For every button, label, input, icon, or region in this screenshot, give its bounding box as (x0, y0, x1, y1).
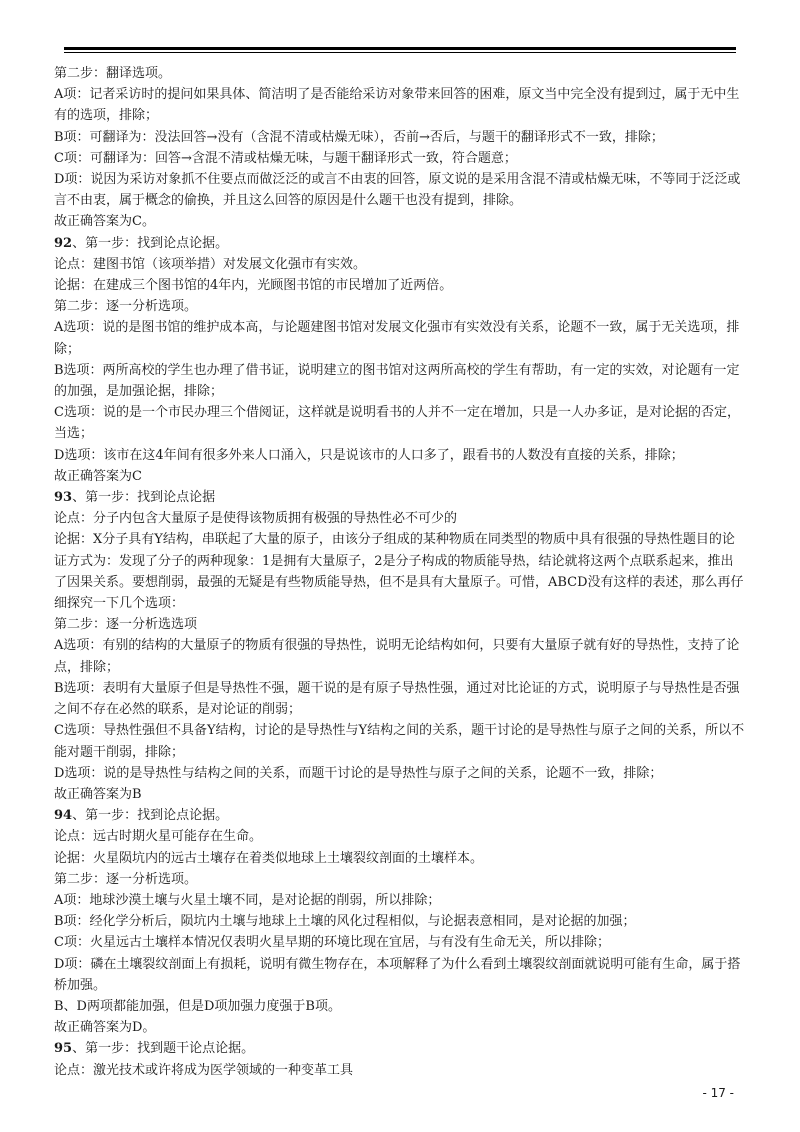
paragraph: A项：记者采访时的提问如果具体、简洁明了是否能给采访对象带来回答的困难，原文当中完全没有提到过，属于无中生有的选项，排除； (54, 87, 740, 124)
paragraph: B选项：两所高校的学生也办理了借书证，说明建立的图书馆对这两所高校的学生有帮助，有一定的实效，对论题有一定的加强，是加强论据，排除； (54, 362, 740, 400)
paragraph: 论据：火星陨坑内的远古土壤存在着类似地球上土壤裂纹剖面的土壤样本。 (54, 850, 484, 866)
paragraph: C选项：说的是一个市民办理三个借阅证，这样就是说明看书的人并不一定在增加，只是一人办多证，是对论据的否定，当选； (54, 405, 740, 442)
question-heading (54, 487, 746, 508)
paragraph: 论点：远古时期火星可能存在生命。 (54, 829, 263, 845)
paragraph: C选项：导热性强但不具备Y结构，讨论的是导热性与Y结构之间的关系，题干讨论的是导热性与原子之间的关系，所以不能对题干削弱，排除； (54, 723, 745, 760)
paragraph: 第二步：逐一分析选项。 (54, 299, 198, 315)
paragraph: C项：可翻译为：回答→含混不清或枯燥无味，与题干翻译形式一致，符合题意； (54, 150, 517, 166)
paragraph: D选项：该市在这4年间有很多外来人口涌入，只是说该市的人口多了，跟看书的人数没有直接的关系，排除； (54, 447, 684, 463)
paragraph: 第二步：翻译选项。 (54, 66, 172, 81)
paragraph: A选项：说的是图书馆的维护成本高，与论题建图书馆对发展文化强市有实效没有关系，论题不一致，属于无关选项，排除； (54, 320, 740, 357)
page-number: - 17 - (702, 1086, 734, 1100)
paragraph: 论据：X分子具有Y结构，串联起了大量的原子，由该分子组成的某种物质在同类型的物质中具有很强的导热性题目的论证方式为：发现了分子的两种现象：1是拥有大量原子，2是分子构成的物质能导热，结论就将这两个点联系起来，推出了因果关系。要想削弱，最强的无疑是有些物质能导热，但不是具有大量原子。可惜，ABCD没有这样的表述，那么再仔细探究一下几个选项： (54, 532, 744, 612)
paragraph: A选项：有别的结构的大量原子的物质有很强的导热性，说明无论结构如何，只要有大量原子就有好的导热性，支持了论点，排除； (54, 638, 740, 675)
question-heading (54, 1038, 746, 1059)
paragraph: 论点：建图书馆（该项举措）对发展文化强市有实效。 (54, 256, 367, 272)
question-step: 、第一步：找到论点论据。 (72, 808, 229, 824)
paragraph: 论点：激光技术或许将成为医学领域的一种变革工具 (54, 1062, 354, 1078)
paragraph: B、D两项都能加强，但是D项加强力度强于B项。 (54, 998, 341, 1014)
header-rule-thin (64, 52, 736, 53)
question-number: 93 (54, 490, 73, 506)
paragraph: 第二步：逐一分析选选项 (54, 617, 198, 633)
question-step: 、第一步：找到论点论据。 (72, 235, 229, 251)
paragraph: D项：磷在土壤裂纹剖面上有损耗，说明有微生物存在，本项解释了为什么看到土壤裂纹剖面就说明可能有生命，属于搭桥加强。 (54, 956, 741, 993)
header-rule (64, 47, 736, 50)
paragraph: B项：可翻译为：没法回答→没有（含混不清或枯燥无味），否前→否后，与题干的翻译形式不一致，排除； (54, 129, 664, 145)
paragraph: C项：火星远古土壤样本情况仅表明火星早期的环境比现在宜居，与有没有生命无关，所以排除； (54, 935, 610, 951)
paragraph: D选项：说的是导热性与结构之间的关系，而题干讨论的是导热性与原子之间的关系，论题不一致，排除； (54, 765, 663, 781)
question-heading (54, 233, 746, 254)
paragraph: A项：地球沙漠土壤与火星土壤不同，是对论据的削弱，所以排除； (54, 892, 441, 908)
question-step: 、第一步：找到论点论据 (72, 490, 216, 506)
paragraph: 论据：在建成三个图书馆的4年内，光顾图书馆的市民增加了近两倍。 (54, 278, 453, 294)
answer-line: 故正确答案为C (54, 468, 142, 484)
paragraph: 论点：分子内包含大量原子是使得该物质拥有极强的导热性必不可少的 (54, 511, 458, 527)
answer-line: 故正确答案为B (54, 786, 142, 802)
question-number: 92 (54, 235, 73, 251)
paragraph: 第二步：逐一分析选项。 (54, 871, 198, 887)
question-heading (54, 805, 746, 826)
document-body (54, 63, 746, 1081)
paragraph: B选项：表明有大量原子但是导热性不强，题干说的是有原子导热性强，通过对比论证的方式，说明原子与导热性是否强之间不存在必然的联系，是对论证的削弱； (54, 680, 740, 718)
answer-line: 故正确答案为C。 (54, 214, 155, 230)
answer-line: 故正确答案为D。 (54, 1020, 156, 1036)
paragraph: D项：说因为采访对象抓不住要点而做泛泛的或言不由衷的回答，原文说的是采用含混不清或枯燥无味，不等同于泛泛或言不由衷，属于概念的偷换，并且这么回答的原因是什么题干也没有提到，排除。 (54, 172, 741, 209)
paragraph: B项：经化学分析后，陨坑内土壤与地球上土壤的风化过程相似，与论据表意相同，是对论据的加强； (54, 914, 636, 930)
question-number: 95 (54, 1041, 73, 1057)
question-number: 94 (54, 808, 73, 824)
question-step: 、第一步：找到题干论点论据。 (72, 1041, 255, 1057)
